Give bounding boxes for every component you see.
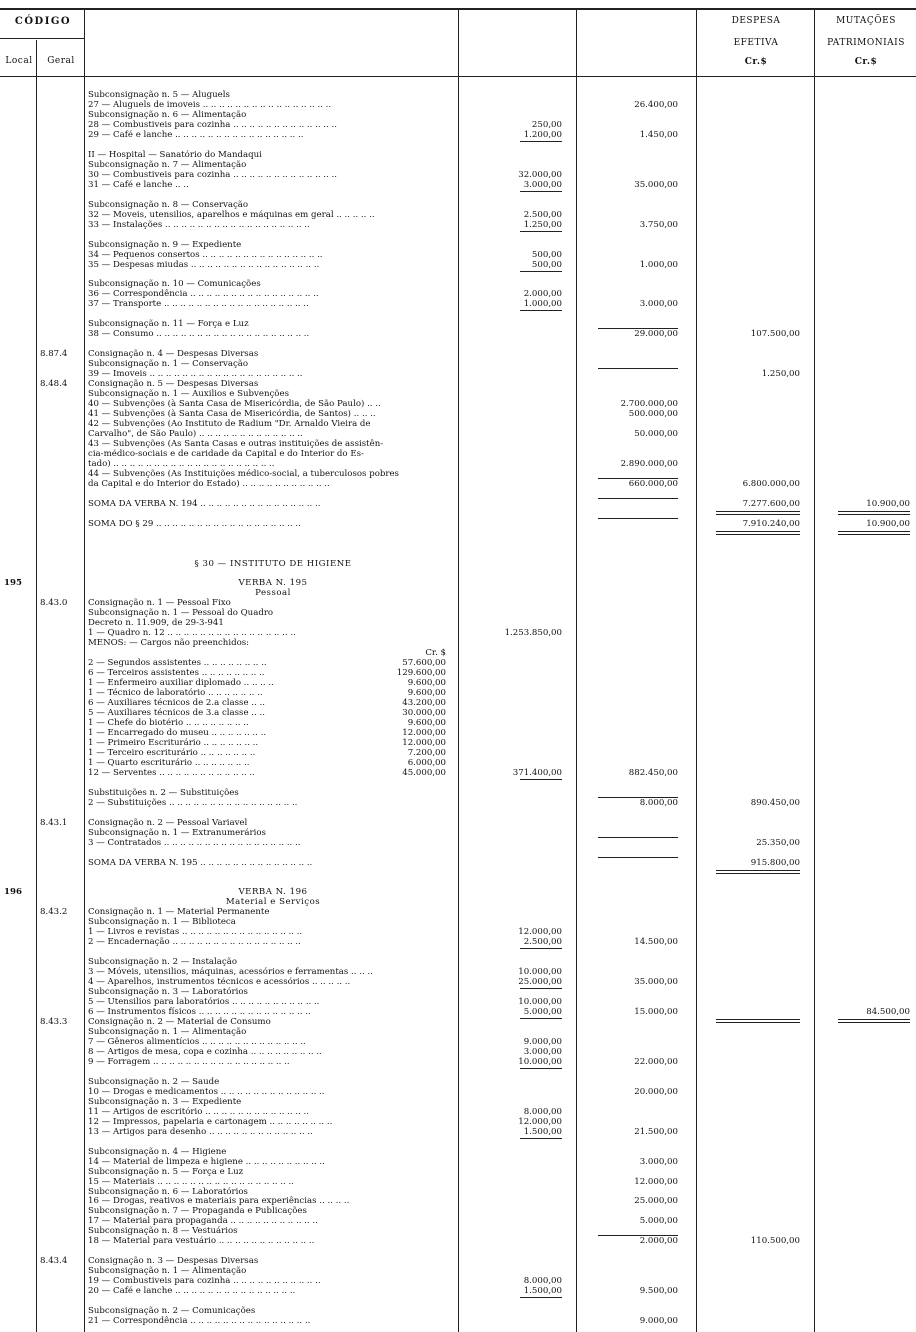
row-description: Consignação n. 5 — Despesas Diversas [88, 379, 259, 390]
geral-code: 8.43.3 [40, 1017, 68, 1027]
row-description: Consignação n. 1 — Material Permanente [88, 907, 270, 918]
inline-amount: 9.600,00 [407, 718, 446, 728]
amount-partial: 8.000,00 [523, 1276, 562, 1287]
row-description: Subconsignação n. 6 — Laboratórios [88, 1186, 248, 1197]
row-description: 2 — Encadernação .. .. .. .. .. .. .. .. .. .. .. .. .. .. .. .. [88, 937, 301, 948]
row-description: 36 — Correspondência .. .. .. .. .. .. .. .. .. .. .. .. .. .. .. .. [88, 289, 319, 300]
row-description: cia-médico-sociais e de caridade da Capital e do Interior do Es- [88, 448, 364, 459]
row-description: 12 — Impressos, papelaria e cartonagem .. .. .. .. .. .. .. .. [88, 1116, 333, 1127]
group-rule [598, 368, 678, 369]
row-description: 33 — Instalações .. .. .. .. .. .. .. .. .. .. .. .. .. .. .. .. .. .. [88, 219, 310, 230]
mutacoes-value: 10.900,00 [866, 518, 910, 529]
row-description: 15 — Materiais .. .. .. .. .. .. .. .. .. .. .. .. .. .. .. .. .. [88, 1176, 294, 1187]
row-description: 39 — Imoveis .. .. .. .. .. .. .. .. .. .. .. .. .. .. .. .. .. .. .. [88, 369, 303, 380]
row-description: 1 — Chefe do biotério .. .. .. .. .. .. .. .. [88, 718, 249, 728]
mutacoes-header-l1: MUTAÇÕES [836, 16, 896, 26]
local-code: 195 [4, 578, 22, 589]
row-description: 2 — Segundos assistentes .. .. .. .. .. .. .. .. [88, 658, 267, 669]
inline-amount: Cr. $ [425, 648, 446, 659]
codigo-header: CÓDIGO [14, 16, 72, 27]
amount-partial: 1.250,00 [523, 219, 562, 230]
row-description: SOMA DA VERBA N. 194 .. .. .. .. .. .. .. .. .. .. .. .. .. .. .. [88, 498, 321, 509]
row-description: Subconsignação n. 1 — Biblioteca [88, 917, 236, 928]
row-description: 1 — Primeiro Escriturário .. .. .. .. .. .. .. [88, 737, 259, 748]
row-description: VERBA N. 196 [238, 887, 308, 898]
despesa-efetiva-value: 107.500,00 [750, 329, 800, 340]
row-description: 32 — Moveis, utensilios, aparelhos e máquinas em geral .. .. .. .. .. [88, 209, 375, 220]
row-description: 3 — Contratados .. .. .. .. .. .. .. .. .. .. .. .. .. .. .. .. .. [88, 837, 301, 848]
row-description: 17 — Material para propaganda .. .. .. .. .. .. .. .. .. .. .. [88, 1216, 318, 1227]
amount-subtotal: 500.000,00 [628, 409, 678, 419]
local-header: Local [5, 56, 33, 66]
row-description: 27 — Aluguels de imoveis .. .. .. .. .. .. .. .. .. .. .. .. .. .. .. .. [88, 100, 332, 110]
row-description: 38 — Consumo .. .. .. .. .. .. .. .. .. .. .. .. .. .. .. .. .. .. .. [88, 329, 310, 340]
amount-partial: 8.000,00 [523, 1106, 562, 1117]
group-rule [598, 1235, 678, 1236]
amount-partial: 10.000,00 [518, 967, 562, 978]
row-description: 3 — Móveis, utensilios, máquinas, acessórios e ferramentas .. .. .. [88, 967, 373, 978]
amount-partial: 1.200,00 [523, 129, 562, 140]
amount-partial: 3.000,00 [523, 179, 562, 190]
group-rule [598, 518, 678, 519]
row-description: § 30 — INSTITUTO DE HIGIENE [194, 558, 352, 569]
group-rule [598, 837, 678, 838]
row-description: 40 — Subvenções (à Santa Casa de Misericórdia, de São Paulo) .. .. [88, 399, 381, 409]
despesa-efetiva-value: 7.277.600,00 [742, 498, 800, 509]
row-description: VERBA N. 195 [238, 578, 308, 589]
amount-partial: 500,00 [531, 249, 562, 260]
row-description: 1 — Terceiro escriturário .. .. .. .. .. .. .. [88, 747, 256, 758]
geral-code: 8.48.4 [40, 379, 68, 390]
row-description: Pessoal [255, 588, 291, 599]
row-description: 34 — Pequenos consertos .. .. .. .. .. .. .. .. .. .. .. .. .. .. .. [88, 249, 323, 260]
amount-subtotal: 35.000,00 [634, 977, 678, 988]
row-description: 5 — Utensilios para laboratórios .. .. .. .. .. .. .. .. .. .. .. [88, 997, 320, 1008]
amount-partial: 9.000,00 [523, 1036, 562, 1047]
amount-partial: 3.000,00 [523, 1046, 562, 1057]
amount-subtotal: 50.000,00 [634, 428, 678, 439]
row-description: 28 — Combustiveis para cozinha .. .. .. .. .. .. .. .. .. .. .. .. .. [88, 119, 337, 130]
despesa-efetiva-value: 110.500,00 [750, 1236, 800, 1247]
group-rule [598, 328, 678, 329]
row-description: 30 — Combustiveis para cozinha .. .. .. .. .. .. .. .. .. .. .. .. .. [88, 169, 337, 180]
row-description: Consignação n. 3 — Despesas Diversas [88, 1256, 259, 1267]
amount-subtotal: 1.450,00 [639, 129, 678, 140]
mutacoes-header-l2: PATRIMONIAIS [827, 38, 905, 48]
amount-subtotal: 9.500,00 [639, 1286, 678, 1297]
amount-partial: 10.000,00 [518, 1056, 562, 1067]
row-description: Subconsignação n. 2 — Instalação [88, 957, 238, 968]
row-description: 1 — Quarto escriturário .. .. .. .. .. .. .. [88, 757, 250, 768]
row-description: 42 — Subvenções (Ao Instituto de Radium "Dr. Arnaldo Vieira de [88, 418, 371, 429]
amount-subtotal: 14.500,00 [634, 937, 678, 948]
row-description: 21 — Correspondência .. .. .. .. .. .. .. .. .. .. .. .. .. .. .. [88, 1316, 311, 1326]
amount-partial: 1.253.850,00 [504, 628, 562, 639]
row-description: Substituições n. 2 — Substituições [88, 787, 239, 798]
row-description: 1 — Técnico de laboratório .. .. .. .. .. .. .. [88, 688, 263, 699]
row-description: 16 — Drogas, reativos e materiais para experiências .. .. .. .. [88, 1196, 350, 1207]
row-description: 1 — Encarregado do museu .. .. .. .. .. .. .. [88, 727, 267, 738]
row-description: Subconsignação n. 2 — Comunicações [88, 1306, 256, 1317]
despesa-header-l2: EFETIVA [733, 38, 779, 48]
amount-partial: 500,00 [531, 259, 562, 270]
row-description: Consignação n. 2 — Pessoal Variavel [88, 817, 248, 828]
despesa-efetiva-value: 25.350,00 [756, 837, 800, 848]
amount-partial: 250,00 [531, 119, 562, 130]
group-rule [598, 478, 678, 479]
amount-subtotal: 1.000,00 [639, 259, 678, 270]
row-description: Subconsignação n. 1 — Alimentação [88, 1266, 247, 1277]
row-description: 44 — Subvenções (As Instituições médico-social, a tuberculosos pobres [88, 468, 399, 479]
amount-subtotal: 2.890.000,00 [620, 458, 678, 469]
amount-partial: 2.000,00 [523, 289, 562, 300]
amount-subtotal: 22.000,00 [634, 1056, 678, 1067]
amount-partial: 1.500,00 [523, 1286, 562, 1297]
row-description: Consignação n. 1 — Pessoal Fixo [88, 598, 231, 609]
row-description: 6 — Auxiliares técnicos de 2.a classe .. .. [88, 698, 265, 708]
amount-subtotal: 660.000,00 [628, 478, 678, 489]
row-description: Decreto n. 11.909, de 29-3-941 [88, 618, 224, 629]
inline-amount: 12.000,00 [402, 727, 446, 738]
row-description: 13 — Artigos para desenho .. .. .. .. .. .. .. .. .. .. .. .. .. [88, 1126, 313, 1137]
amount-subtotal: 35.000,00 [634, 179, 678, 190]
amount-subtotal: 2.000,00 [639, 1236, 678, 1247]
row-description: 8 — Artigos de mesa, copa e cozinha .. .. .. .. .. .. .. .. .. [88, 1046, 322, 1057]
amount-partial: 2.500,00 [523, 209, 562, 220]
amount-subtotal: 3.000,00 [639, 299, 678, 310]
row-description: Subconsignação n. 5 — Aluguels [88, 90, 230, 100]
row-description: Subconsignação n. 10 — Comunicações [88, 279, 261, 290]
row-description: Subconsignação n. 8 — Conservação [88, 199, 249, 210]
row-description: Subconsignação n. 7 — Alimentação [88, 159, 247, 170]
amount-subtotal: 26.400,00 [634, 100, 678, 110]
geral-code: 8.43.1 [40, 817, 68, 828]
despesa-efetiva-value: 7.910.240,00 [742, 518, 800, 529]
row-description: Subconsignação n. 3 — Expediente [88, 1096, 242, 1107]
row-description: Subconsignação n. 7 — Propaganda e Publicações [88, 1206, 307, 1217]
inline-amount: 9.600,00 [407, 678, 446, 689]
mutacoes-value: 10.900,00 [866, 498, 910, 509]
row-description: 12 — Serventes .. .. .. .. .. .. .. .. .. .. .. .. [88, 767, 255, 778]
row-description: Subconsignação n. 3 — Laboratórios [88, 987, 248, 998]
row-description: 41 — Subvenções (à Santa Casa de Misericórdia, de Santos) .. .. .. [88, 409, 376, 419]
despesa-header-l1: DESPESA [731, 16, 781, 26]
row-description: 37 — Transporte .. .. .. .. .. .. .. .. .. .. .. .. .. .. .. .. .. .. [88, 299, 309, 310]
row-description: SOMA DO § 29 .. .. .. .. .. .. .. .. .. .. .. .. .. .. .. .. .. .. [88, 518, 301, 529]
despesa-efetiva-value: 915.800,00 [750, 857, 800, 868]
group-rule [598, 857, 678, 858]
row-description: 35 — Despesas miudas .. .. .. .. .. .. .. .. .. .. .. .. .. .. .. .. [88, 259, 320, 270]
mutacoes-currency: Cr.$ [854, 57, 878, 67]
amount-subtotal: 3.750,00 [639, 219, 678, 230]
row-description: Material e Serviços [225, 897, 321, 908]
row-description: Subconsignação n. 6 — Alimentação [88, 109, 247, 120]
row-description: Carvalho", de São Paulo) .. .. .. .. .. .. .. .. .. .. .. .. .. [88, 428, 303, 439]
inline-amount: 6.000,00 [407, 757, 446, 768]
amount-subtotal: 29.000,00 [634, 329, 678, 340]
row-description: 19 — Combustiveis para cozinha .. .. .. .. .. .. .. .. .. .. .. [88, 1276, 321, 1287]
row-description: tado) .. .. .. .. .. .. .. .. .. .. .. .. .. .. .. .. .. .. .. .. [88, 458, 275, 469]
amount-subtotal: 21.500,00 [634, 1126, 678, 1137]
geral-code: 8.43.4 [40, 1256, 68, 1267]
row-description: Consignação n. 4 — Despesas Diversas [88, 349, 259, 360]
group-rule [598, 498, 678, 499]
row-description: Consignação n. 2 — Material de Consumo [88, 1017, 271, 1027]
inline-amount: 57.600,00 [402, 658, 446, 669]
amount-partial: 12.000,00 [518, 1116, 562, 1127]
amount-subtotal: 25.000,00 [634, 1196, 678, 1207]
row-description: 7 — Gêneros alimentícios .. .. .. .. .. .. .. .. .. .. .. .. .. [88, 1036, 306, 1047]
group-rule [598, 797, 678, 798]
row-description: 5 — Auxiliares técnicos de 3.a classe .. .. [88, 708, 265, 718]
geral-code: 8.43.2 [40, 907, 68, 918]
inline-amount: 12.000,00 [402, 737, 446, 748]
amount-subtotal: 20.000,00 [634, 1086, 678, 1097]
amount-partial: 2.500,00 [523, 937, 562, 948]
amount-partial: 371.400,00 [512, 767, 562, 778]
row-description: 1 — Quadro n. 12 .. .. .. .. .. .. .. .. .. .. .. .. .. .. .. .. [88, 628, 296, 639]
row-description: 1 — Livros e revistas .. .. .. .. .. .. .. .. .. .. .. .. .. .. .. [88, 927, 303, 938]
amount-subtotal: 882.450,00 [628, 767, 678, 778]
amount-partial: 1.500,00 [523, 1126, 562, 1137]
amount-subtotal: 5.000,00 [639, 1216, 678, 1227]
despesa-currency: Cr.$ [744, 57, 768, 67]
amount-partial: 12.000,00 [518, 927, 562, 938]
row-description: 43 — Subvenções (As Santa Casas e outras instituições de assistên- [88, 438, 384, 449]
header-bottom-rule [0, 76, 916, 77]
geral-code: 8.43.0 [40, 598, 68, 609]
row-description: Subconsignação n. 1 — Pessoal do Quadro [88, 608, 274, 619]
row-description: Subconsignação n. 2 — Saude [88, 1076, 220, 1087]
local-code: 196 [4, 887, 22, 898]
amount-partial: 10.000,00 [518, 997, 562, 1008]
row-description: 1 — Enfermeiro auxiliar diplomado .. .. .. .. [88, 678, 274, 689]
row-description: SOMA DA VERBA N. 195 .. .. .. .. .. .. .. .. .. .. .. .. .. .. [88, 857, 313, 868]
row-description: MENOS: — Cargos não preenchidos: [88, 638, 250, 649]
row-description: Subconsignação n. 5 — Força e Luz [88, 1166, 244, 1177]
amount-partial: 5.000,00 [523, 1007, 562, 1017]
row-description: 31 — Café e lanche .. .. [88, 179, 189, 190]
row-description: 9 — Forragem .. .. .. .. .. .. .. .. .. .. .. .. .. .. .. .. .. [88, 1056, 290, 1067]
row-description: Subconsignação n. 4 — Higiene [88, 1146, 227, 1157]
row-description: Subconsignação n. 8 — Vestuários [88, 1226, 238, 1237]
despesa-efetiva-value: 1.250,00 [761, 369, 800, 380]
inline-amount: 43.200,00 [402, 698, 446, 708]
row-description: 6 — Terceiros assistentes .. .. .. .. .. .. .. .. [88, 668, 265, 679]
row-description: 6 — Instrumentos físicos .. .. .. .. .. .. .. .. .. .. .. .. .. .. [88, 1007, 311, 1017]
row-description: Subconsignação n. 1 — Extranumerários [88, 827, 266, 838]
row-description: Subconsignação n. 9 — Expediente [88, 239, 242, 250]
inline-amount: 45.000,00 [402, 767, 446, 778]
row-description: II — Hospital — Sanatório do Mandaqui [88, 149, 262, 160]
row-description: 29 — Café e lanche .. .. .. .. .. .. .. .. .. .. .. .. .. .. .. .. [88, 129, 304, 140]
row-description: 4 — Aparelhos, instrumentos técnicos e acessórios .. .. .. .. .. [88, 977, 351, 988]
amount-partial: 25.000,00 [518, 977, 562, 988]
inline-amount: 129.600,00 [396, 668, 446, 679]
despesa-efetiva-value: 6.800.000,00 [742, 478, 800, 489]
amount-subtotal: 2.700.000,00 [620, 399, 678, 409]
amount-subtotal: 8.000,00 [639, 797, 678, 808]
row-description: 20 — Café e lanche .. .. .. .. .. .. .. .. .. .. .. .. .. .. .. [88, 1286, 296, 1297]
row-description: Subconsignação n. 1 — Conservação [88, 359, 249, 370]
amount-partial: 1.000,00 [523, 299, 562, 310]
row-description: 11 — Artigos de escritório .. .. .. .. .. .. .. .. .. .. .. .. .. [88, 1106, 310, 1117]
row-description: Subconsignação n. 1 — Auxilios e Subvenções [88, 389, 289, 399]
inline-amount: 30.000,00 [402, 708, 446, 718]
row-description: 2 — Substituições .. .. .. .. .. .. .. .. .. .. .. .. .. .. .. .. [88, 797, 298, 808]
geral-header: Geral [47, 56, 75, 66]
amount-partial: 32.000,00 [518, 169, 562, 180]
amount-subtotal: 15.000,00 [634, 1007, 678, 1017]
mutacoes-value: 84.500,00 [866, 1007, 910, 1017]
geral-code: 8.87.4 [40, 349, 68, 360]
row-description: 18 — Material para vestuário .. .. .. .. .. .. .. .. .. .. .. .. [88, 1236, 315, 1247]
row-description: Subconsignação n. 1 — Alimentação [88, 1027, 247, 1037]
despesa-efetiva-value: 890.450,00 [750, 797, 800, 808]
row-description: 14 — Material de limpeza e higiene .. .. .. .. .. .. .. .. .. .. [88, 1156, 325, 1167]
table-row [0, 1316, 916, 1327]
inline-amount: 7.200,00 [407, 747, 446, 758]
row-description: Subconsignação n. 11 — Força e Luz [88, 319, 249, 330]
amount-subtotal: 3.000,00 [639, 1156, 678, 1167]
row-description: da Capital e do Interior do Estado) .. .. .. .. .. .. .. .. .. .. .. [88, 478, 330, 489]
row-description: 10 — Drogas e medicamentos .. .. .. .. .. .. .. .. .. .. .. .. .. [88, 1086, 325, 1097]
inline-amount: 9.600,00 [407, 688, 446, 699]
codigo-rule [0, 38, 84, 39]
amount-subtotal: 12.000,00 [634, 1176, 678, 1187]
amount-subtotal: 9.000,00 [639, 1316, 678, 1326]
